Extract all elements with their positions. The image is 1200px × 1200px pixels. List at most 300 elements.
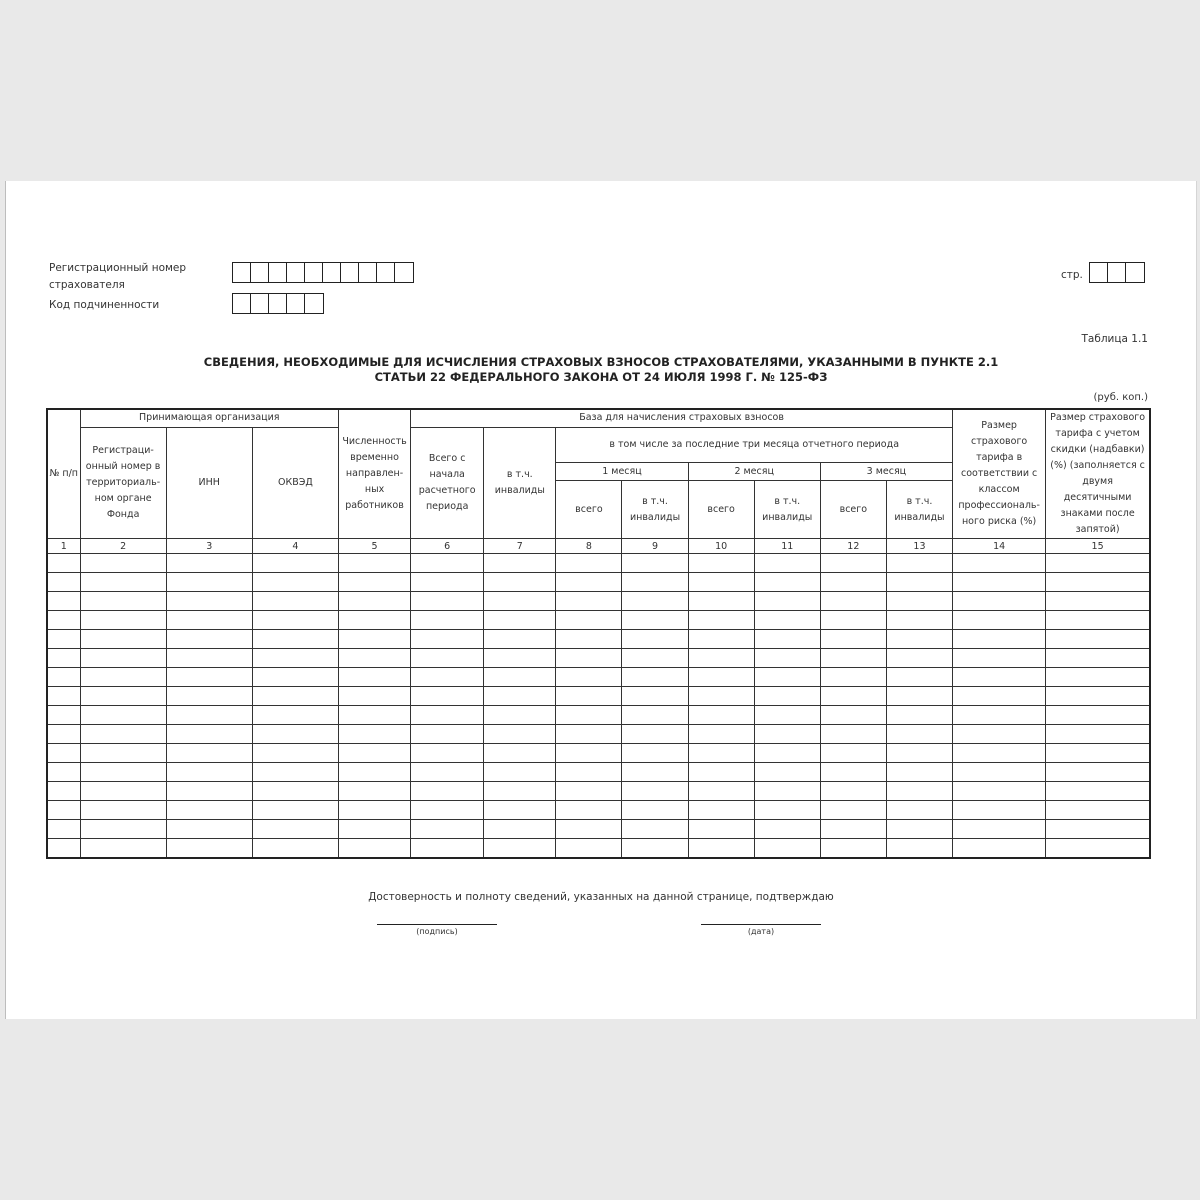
page-number-box[interactable] bbox=[1090, 263, 1108, 282]
reg-number-label-line2: страхователя bbox=[49, 279, 125, 291]
reg-number-box[interactable] bbox=[269, 263, 287, 282]
table-cell[interactable] bbox=[47, 763, 80, 782]
table-cell[interactable] bbox=[622, 611, 688, 630]
table-cell[interactable] bbox=[953, 592, 1046, 611]
table-cell[interactable] bbox=[754, 611, 820, 630]
table-cell[interactable] bbox=[47, 706, 80, 725]
table-cell[interactable] bbox=[754, 725, 820, 744]
table-cell[interactable] bbox=[820, 706, 886, 725]
table-cell[interactable] bbox=[80, 573, 166, 592]
table-cell[interactable] bbox=[1046, 801, 1150, 820]
table-cell[interactable] bbox=[338, 706, 410, 725]
table-cell[interactable] bbox=[622, 554, 688, 573]
table-cell[interactable] bbox=[80, 725, 166, 744]
table-cell[interactable] bbox=[338, 611, 410, 630]
total-from-start-header: Всего с начала расчетного периода bbox=[411, 427, 484, 539]
table-cell[interactable] bbox=[80, 592, 166, 611]
table-cell[interactable] bbox=[820, 725, 886, 744]
table-row bbox=[47, 820, 1150, 839]
reg-number-box[interactable] bbox=[305, 263, 323, 282]
confirmation-text: Достоверность и полноту сведений, указанных на данной странице, подтверждаю bbox=[368, 891, 834, 903]
page-number-boxes[interactable] bbox=[1089, 262, 1145, 283]
table-cell[interactable] bbox=[1046, 611, 1150, 630]
table-cell[interactable] bbox=[820, 611, 886, 630]
table-cell[interactable] bbox=[953, 744, 1046, 763]
table-cell[interactable] bbox=[252, 763, 338, 782]
table-cell[interactable] bbox=[47, 839, 80, 859]
form-title-line1: СВЕДЕНИЯ, НЕОБХОДИМЫЕ ДЛЯ ИСЧИСЛЕНИЯ СТРАХОВЫХ ВЗНОСОВ СТРАХОВАТЕЛЯМИ, УКАЗАННЫМИ В ПУНКТЕ 2.1 bbox=[203, 355, 999, 369]
table-cell[interactable] bbox=[484, 744, 556, 763]
table-cell[interactable] bbox=[953, 630, 1046, 649]
form-title bbox=[6, 355, 1196, 385]
table-cell[interactable] bbox=[622, 782, 688, 801]
table-cell[interactable] bbox=[80, 630, 166, 649]
subordination-code-boxes[interactable] bbox=[232, 293, 324, 314]
table-cell[interactable] bbox=[484, 839, 556, 859]
table-cell[interactable] bbox=[886, 782, 952, 801]
table-cell[interactable] bbox=[166, 725, 252, 744]
table-cell[interactable] bbox=[688, 801, 754, 820]
table-cell[interactable] bbox=[820, 573, 886, 592]
table-cell[interactable] bbox=[1046, 763, 1150, 782]
reg-number-box[interactable] bbox=[251, 263, 269, 282]
table-cell[interactable] bbox=[411, 592, 484, 611]
table-cell[interactable] bbox=[622, 630, 688, 649]
table-cell[interactable] bbox=[338, 630, 410, 649]
table-cell[interactable] bbox=[80, 801, 166, 820]
table-cell[interactable] bbox=[688, 649, 754, 668]
table-cell[interactable] bbox=[252, 801, 338, 820]
table-cell[interactable] bbox=[754, 554, 820, 573]
table-cell[interactable] bbox=[820, 782, 886, 801]
table-cell[interactable] bbox=[338, 649, 410, 668]
table-cell[interactable] bbox=[886, 668, 952, 687]
table-cell[interactable] bbox=[688, 630, 754, 649]
table-cell[interactable] bbox=[622, 839, 688, 859]
table-cell[interactable] bbox=[338, 668, 410, 687]
col-num-header: № п/п bbox=[47, 409, 80, 539]
table-cell[interactable] bbox=[166, 611, 252, 630]
table-cell[interactable] bbox=[80, 763, 166, 782]
table-cell[interactable] bbox=[688, 820, 754, 839]
table-cell[interactable] bbox=[411, 763, 484, 782]
table-cell[interactable] bbox=[953, 554, 1046, 573]
table-row bbox=[47, 630, 1150, 649]
table-row bbox=[47, 744, 1150, 763]
table-cell[interactable] bbox=[953, 706, 1046, 725]
table-cell[interactable] bbox=[953, 839, 1046, 859]
table-cell[interactable] bbox=[953, 611, 1046, 630]
table-cell[interactable] bbox=[556, 801, 622, 820]
table-cell[interactable] bbox=[820, 687, 886, 706]
table-cell[interactable] bbox=[338, 687, 410, 706]
table-cell[interactable] bbox=[484, 554, 556, 573]
table-cell[interactable] bbox=[338, 801, 410, 820]
table-cell[interactable] bbox=[47, 782, 80, 801]
reg-number-header: Регистраци-онный номер в территориаль-ном органе Фонда bbox=[80, 427, 166, 539]
table-cell[interactable] bbox=[556, 573, 622, 592]
month1-header: 1 месяц bbox=[556, 463, 688, 481]
table-cell[interactable] bbox=[252, 744, 338, 763]
table-cell[interactable] bbox=[886, 744, 952, 763]
table-cell[interactable] bbox=[166, 782, 252, 801]
table-cell[interactable] bbox=[754, 839, 820, 859]
table-cell[interactable] bbox=[338, 763, 410, 782]
table-cell[interactable] bbox=[556, 611, 622, 630]
table-cell[interactable] bbox=[556, 554, 622, 573]
table-cell[interactable] bbox=[411, 820, 484, 839]
table-cell[interactable] bbox=[754, 668, 820, 687]
table-cell[interactable] bbox=[754, 744, 820, 763]
table-cell[interactable] bbox=[166, 763, 252, 782]
table-cell[interactable] bbox=[166, 592, 252, 611]
table-cell[interactable] bbox=[252, 592, 338, 611]
table-cell[interactable] bbox=[1046, 687, 1150, 706]
table-cell[interactable] bbox=[411, 630, 484, 649]
table-cell[interactable] bbox=[688, 839, 754, 859]
table-cell[interactable] bbox=[411, 839, 484, 859]
table-cell[interactable] bbox=[953, 820, 1046, 839]
table-cell[interactable] bbox=[338, 592, 410, 611]
table-cell[interactable] bbox=[556, 725, 622, 744]
table-cell[interactable] bbox=[47, 801, 80, 820]
month2-disabled-header: в т.ч. инвалиды bbox=[754, 481, 820, 539]
month1-disabled-header: в т.ч. инвалиды bbox=[622, 481, 688, 539]
table-cell[interactable] bbox=[556, 782, 622, 801]
table-cell[interactable] bbox=[754, 573, 820, 592]
table-cell[interactable] bbox=[556, 687, 622, 706]
table-number: Таблица 1.1 bbox=[1081, 333, 1148, 345]
table-cell[interactable] bbox=[166, 687, 252, 706]
table-cell[interactable] bbox=[252, 649, 338, 668]
table-cell[interactable] bbox=[166, 820, 252, 839]
table-cell[interactable] bbox=[886, 725, 952, 744]
table-cell[interactable] bbox=[754, 687, 820, 706]
table-cell[interactable] bbox=[47, 820, 80, 839]
table-cell[interactable] bbox=[688, 687, 754, 706]
column-number: 2 bbox=[80, 539, 166, 554]
table-cell[interactable] bbox=[556, 706, 622, 725]
subordination-code-box[interactable] bbox=[233, 294, 251, 313]
form-title-line2: СТАТЬИ 22 ФЕДЕРАЛЬНОГО ЗАКОНА ОТ 24 ИЮЛЯ 1998 Г. № 125-ФЗ bbox=[374, 370, 828, 384]
table-row bbox=[47, 801, 1150, 820]
table-cell[interactable] bbox=[484, 763, 556, 782]
table-cell[interactable] bbox=[820, 801, 886, 820]
table-cell[interactable] bbox=[252, 839, 338, 859]
table-cell[interactable] bbox=[80, 554, 166, 573]
table-cell[interactable] bbox=[953, 687, 1046, 706]
table-cell[interactable] bbox=[886, 839, 952, 859]
table-cell[interactable] bbox=[252, 554, 338, 573]
table-cell[interactable] bbox=[252, 630, 338, 649]
table-cell[interactable] bbox=[338, 744, 410, 763]
incl-disabled-header: в т.ч. инвалиды bbox=[484, 427, 556, 539]
table-cell[interactable] bbox=[820, 820, 886, 839]
table-cell[interactable] bbox=[484, 573, 556, 592]
table-cell[interactable] bbox=[622, 668, 688, 687]
table-cell[interactable] bbox=[886, 554, 952, 573]
table-cell[interactable] bbox=[820, 668, 886, 687]
table-cell[interactable] bbox=[1046, 649, 1150, 668]
table-cell[interactable] bbox=[80, 820, 166, 839]
table-row bbox=[47, 592, 1150, 611]
inn-header: ИНН bbox=[166, 427, 252, 539]
table-cell[interactable] bbox=[252, 687, 338, 706]
table-cell[interactable] bbox=[252, 573, 338, 592]
table-cell[interactable] bbox=[622, 820, 688, 839]
table-cell[interactable] bbox=[338, 782, 410, 801]
table-cell[interactable] bbox=[886, 649, 952, 668]
table-cell[interactable] bbox=[622, 801, 688, 820]
table-cell[interactable] bbox=[622, 706, 688, 725]
table-cell[interactable] bbox=[338, 725, 410, 744]
table-cell[interactable] bbox=[80, 668, 166, 687]
table-cell[interactable] bbox=[47, 592, 80, 611]
table-cell[interactable] bbox=[338, 839, 410, 859]
table-cell[interactable] bbox=[484, 782, 556, 801]
table-cell[interactable] bbox=[622, 573, 688, 592]
table-cell[interactable] bbox=[886, 573, 952, 592]
table-cell[interactable] bbox=[252, 725, 338, 744]
table-cell[interactable] bbox=[622, 744, 688, 763]
table-cell[interactable] bbox=[484, 706, 556, 725]
table-row bbox=[47, 687, 1150, 706]
subordination-code-box[interactable] bbox=[305, 294, 323, 313]
table-cell[interactable] bbox=[411, 725, 484, 744]
last-three-months-header: в том числе за последние три месяца отчетного периода bbox=[556, 427, 953, 463]
table-cell[interactable] bbox=[47, 687, 80, 706]
table-cell[interactable] bbox=[80, 706, 166, 725]
subordination-code-box[interactable] bbox=[287, 294, 305, 313]
table-cell[interactable] bbox=[411, 782, 484, 801]
table-cell[interactable] bbox=[556, 744, 622, 763]
table-row bbox=[47, 782, 1150, 801]
reg-number-box[interactable] bbox=[233, 263, 251, 282]
base-group-header: База для начисления страховых взносов bbox=[411, 409, 953, 427]
table-cell[interactable] bbox=[688, 573, 754, 592]
table-cell[interactable] bbox=[80, 611, 166, 630]
table-cell[interactable] bbox=[1046, 592, 1150, 611]
table-cell[interactable] bbox=[622, 687, 688, 706]
table-cell[interactable] bbox=[886, 820, 952, 839]
table-cell[interactable] bbox=[820, 630, 886, 649]
table-cell[interactable] bbox=[820, 592, 886, 611]
table-cell[interactable] bbox=[622, 763, 688, 782]
table-cell[interactable] bbox=[886, 706, 952, 725]
table-cell[interactable] bbox=[1046, 573, 1150, 592]
table-cell[interactable] bbox=[688, 744, 754, 763]
table-cell[interactable] bbox=[622, 592, 688, 611]
table-cell[interactable] bbox=[411, 801, 484, 820]
table-cell[interactable] bbox=[252, 611, 338, 630]
table-cell[interactable] bbox=[556, 668, 622, 687]
table-cell[interactable] bbox=[1046, 782, 1150, 801]
table-cell[interactable] bbox=[754, 649, 820, 668]
table-cell[interactable] bbox=[484, 611, 556, 630]
table-cell[interactable] bbox=[47, 630, 80, 649]
table-cell[interactable] bbox=[47, 668, 80, 687]
table-cell[interactable] bbox=[166, 649, 252, 668]
table-cell[interactable] bbox=[556, 839, 622, 859]
table-cell[interactable] bbox=[411, 687, 484, 706]
reg-number-box[interactable] bbox=[323, 263, 341, 282]
reg-number-box[interactable] bbox=[359, 263, 377, 282]
column-number: 10 bbox=[688, 539, 754, 554]
table-cell[interactable] bbox=[820, 744, 886, 763]
reg-number-box[interactable] bbox=[377, 263, 395, 282]
table-cell[interactable] bbox=[166, 744, 252, 763]
column-number: 15 bbox=[1046, 539, 1150, 554]
column-number: 11 bbox=[754, 539, 820, 554]
table-cell[interactable] bbox=[166, 573, 252, 592]
date-line[interactable] bbox=[701, 924, 821, 925]
table-cell[interactable] bbox=[80, 839, 166, 859]
table-cell[interactable] bbox=[556, 649, 622, 668]
table-cell[interactable] bbox=[622, 649, 688, 668]
column-number: 12 bbox=[820, 539, 886, 554]
table-cell[interactable] bbox=[484, 630, 556, 649]
table-cell[interactable] bbox=[754, 801, 820, 820]
table-cell[interactable] bbox=[338, 573, 410, 592]
table-cell[interactable] bbox=[820, 763, 886, 782]
table-cell[interactable] bbox=[556, 592, 622, 611]
table-cell[interactable] bbox=[754, 706, 820, 725]
table-cell[interactable] bbox=[688, 782, 754, 801]
table-cell[interactable] bbox=[953, 801, 1046, 820]
table-cell[interactable] bbox=[80, 649, 166, 668]
table-cell[interactable] bbox=[484, 649, 556, 668]
table-cell[interactable] bbox=[688, 668, 754, 687]
table-cell[interactable] bbox=[47, 573, 80, 592]
table-cell[interactable] bbox=[47, 744, 80, 763]
table-cell[interactable] bbox=[556, 763, 622, 782]
table-cell[interactable] bbox=[754, 592, 820, 611]
table-cell[interactable] bbox=[411, 573, 484, 592]
date-caption: (дата) bbox=[747, 927, 775, 936]
table-cell[interactable] bbox=[622, 725, 688, 744]
table-cell[interactable] bbox=[953, 782, 1046, 801]
table-cell[interactable] bbox=[820, 839, 886, 859]
table-cell[interactable] bbox=[80, 782, 166, 801]
table-row bbox=[47, 763, 1150, 782]
table-cell[interactable] bbox=[411, 706, 484, 725]
month3-header: 3 месяц bbox=[820, 463, 952, 481]
table-cell[interactable] bbox=[1046, 725, 1150, 744]
reg-number-box[interactable] bbox=[395, 263, 413, 282]
table-cell[interactable] bbox=[1046, 820, 1150, 839]
table-cell[interactable] bbox=[166, 668, 252, 687]
table-cell[interactable] bbox=[80, 687, 166, 706]
page-number-box[interactable] bbox=[1108, 263, 1126, 282]
table-cell[interactable] bbox=[953, 649, 1046, 668]
table-cell[interactable] bbox=[953, 763, 1046, 782]
table-cell[interactable] bbox=[80, 744, 166, 763]
table-cell[interactable] bbox=[411, 744, 484, 763]
table-cell[interactable] bbox=[688, 611, 754, 630]
table-cell[interactable] bbox=[484, 801, 556, 820]
table-cell[interactable] bbox=[411, 649, 484, 668]
table-cell[interactable] bbox=[754, 763, 820, 782]
table-cell[interactable] bbox=[484, 668, 556, 687]
table-row bbox=[47, 668, 1150, 687]
table-cell[interactable] bbox=[166, 706, 252, 725]
table-cell[interactable] bbox=[484, 820, 556, 839]
table-cell[interactable] bbox=[754, 782, 820, 801]
data-table bbox=[46, 408, 1151, 859]
table-cell[interactable] bbox=[1046, 630, 1150, 649]
okved-header: ОКВЭД bbox=[252, 427, 338, 539]
table-cell[interactable] bbox=[1046, 706, 1150, 725]
table-cell[interactable] bbox=[1046, 744, 1150, 763]
table-cell[interactable] bbox=[252, 820, 338, 839]
table-cell[interactable] bbox=[688, 706, 754, 725]
table-cell[interactable] bbox=[886, 592, 952, 611]
table-cell[interactable] bbox=[252, 668, 338, 687]
table-cell[interactable] bbox=[886, 763, 952, 782]
table-cell[interactable] bbox=[820, 649, 886, 668]
table-cell[interactable] bbox=[166, 554, 252, 573]
table-cell[interactable] bbox=[1046, 668, 1150, 687]
table-cell[interactable] bbox=[886, 611, 952, 630]
table-cell[interactable] bbox=[688, 725, 754, 744]
table-cell[interactable] bbox=[411, 554, 484, 573]
subordination-code-box[interactable] bbox=[269, 294, 287, 313]
table-cell[interactable] bbox=[484, 687, 556, 706]
table-cell[interactable] bbox=[886, 630, 952, 649]
table-cell[interactable] bbox=[1046, 554, 1150, 573]
table-cell[interactable] bbox=[252, 782, 338, 801]
table-cell[interactable] bbox=[47, 611, 80, 630]
table-cell[interactable] bbox=[166, 839, 252, 859]
table-cell[interactable] bbox=[953, 668, 1046, 687]
table-cell[interactable] bbox=[47, 725, 80, 744]
table-row bbox=[47, 839, 1150, 859]
table-cell[interactable] bbox=[47, 554, 80, 573]
table-cell[interactable] bbox=[754, 630, 820, 649]
table-cell[interactable] bbox=[1046, 839, 1150, 859]
reg-number-boxes[interactable] bbox=[232, 262, 414, 283]
table-cell[interactable] bbox=[688, 592, 754, 611]
table-cell[interactable] bbox=[47, 649, 80, 668]
page-number-box[interactable] bbox=[1126, 263, 1144, 282]
table-cell[interactable] bbox=[338, 820, 410, 839]
subordination-code-box[interactable] bbox=[251, 294, 269, 313]
reg-number-box[interactable] bbox=[287, 263, 305, 282]
table-cell[interactable] bbox=[556, 630, 622, 649]
table-cell[interactable] bbox=[338, 554, 410, 573]
table-cell[interactable] bbox=[166, 630, 252, 649]
signature-line[interactable] bbox=[377, 924, 497, 925]
table-cell[interactable] bbox=[886, 801, 952, 820]
table-cell[interactable] bbox=[754, 820, 820, 839]
table-cell[interactable] bbox=[166, 801, 252, 820]
table-cell[interactable] bbox=[411, 611, 484, 630]
table-cell[interactable] bbox=[688, 554, 754, 573]
reg-number-box[interactable] bbox=[341, 263, 359, 282]
table-cell[interactable] bbox=[820, 554, 886, 573]
table-cell[interactable] bbox=[252, 706, 338, 725]
discount-header: Размер страхового тарифа с учетом скидки (надбавки) (%) (заполняется с двумя десятичными знаками после запятой) bbox=[1046, 409, 1150, 539]
table-cell[interactable] bbox=[484, 592, 556, 611]
month2-total-header: всего bbox=[688, 481, 754, 539]
table-cell[interactable] bbox=[484, 725, 556, 744]
table-cell[interactable] bbox=[556, 820, 622, 839]
table-cell[interactable] bbox=[886, 687, 952, 706]
table-cell[interactable] bbox=[688, 763, 754, 782]
table-cell[interactable] bbox=[953, 725, 1046, 744]
table-cell[interactable] bbox=[953, 573, 1046, 592]
table-cell[interactable] bbox=[411, 668, 484, 687]
